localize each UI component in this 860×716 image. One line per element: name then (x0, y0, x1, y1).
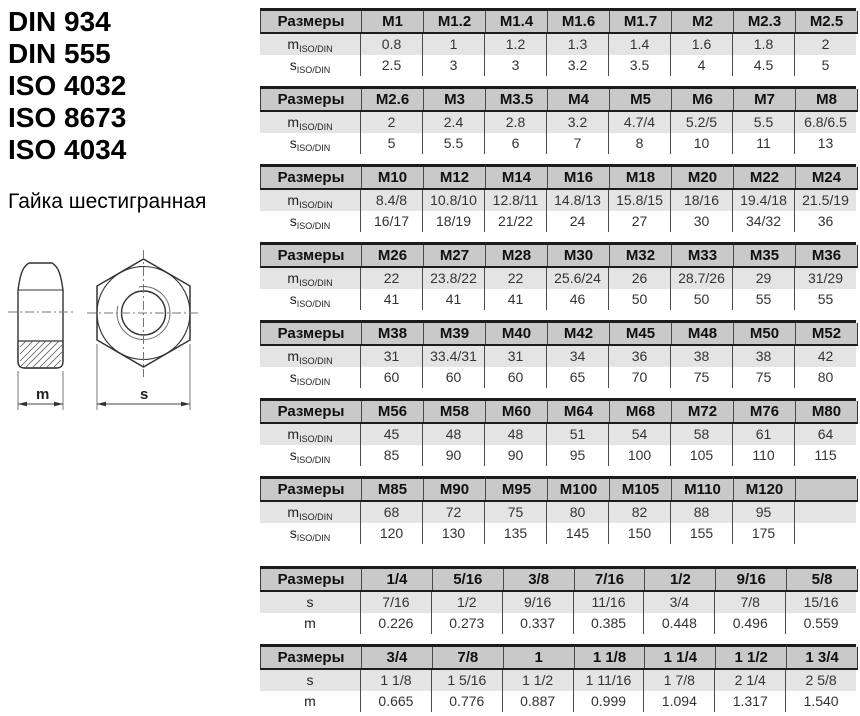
value-cell: 64 (794, 424, 856, 445)
value-cell (794, 523, 856, 544)
value-cell: 61 (732, 424, 794, 445)
spec-table (260, 164, 856, 232)
value-cell: 46 (546, 289, 608, 310)
table-header-label: Размеры (277, 649, 345, 666)
value-cell: 2 (794, 34, 856, 55)
size-column-header: M50 (733, 323, 795, 344)
size-column-header: M16 (547, 167, 609, 188)
size-column-header: M18 (609, 167, 671, 188)
value-cell: 80 (794, 367, 856, 388)
size-column-header: M60 (485, 401, 547, 422)
size-column-header: M5 (609, 89, 671, 110)
row-label: s (306, 594, 314, 610)
value-cell: 0.559 (785, 613, 856, 634)
standard-item: DIN 934 (8, 6, 111, 37)
size-column-header: M110 (671, 479, 733, 500)
value-cell: 5.5 (732, 112, 794, 133)
size-column-header: M1.6 (547, 11, 609, 32)
size-column-header: M76 (733, 401, 795, 422)
table-header-row (260, 479, 858, 502)
table-header-row (260, 11, 858, 34)
value-cell: 51 (546, 424, 608, 445)
value-cell: 42 (794, 346, 856, 367)
value-cell: 23.8/22 (422, 268, 484, 289)
value-cell: 31/29 (794, 268, 856, 289)
standard-item: DIN 555 (8, 38, 111, 69)
table-header-row (260, 245, 858, 268)
table-row (260, 670, 856, 691)
size-column-header: M20 (671, 167, 733, 188)
size-column-header: M40 (485, 323, 547, 344)
size-column-header: 7/16 (574, 569, 645, 590)
size-column-header: M26 (361, 245, 423, 266)
tables-column (260, 0, 856, 712)
value-cell: 33.4/31 (422, 346, 484, 367)
table-row (260, 190, 856, 211)
size-column-header: 1 1/4 (644, 647, 715, 668)
nut-side-view (8, 263, 73, 410)
value-cell: 145 (546, 523, 608, 544)
table-row (260, 445, 856, 466)
row-label: $m_{ISO/DIN}$ (287, 348, 333, 366)
value-cell: 27 (608, 211, 670, 232)
value-cell: 75 (670, 367, 732, 388)
value-cell: 10.8/10 (422, 190, 484, 211)
value-cell: 48 (422, 424, 484, 445)
spec-table (260, 566, 856, 634)
value-cell: 1.317 (714, 691, 785, 712)
value-cell: 26 (608, 268, 670, 289)
size-column-header: M85 (361, 479, 423, 500)
size-column-header: M1.7 (609, 11, 671, 32)
size-column-header: M10 (361, 167, 423, 188)
size-column-header (795, 479, 857, 500)
value-cell: 3 (422, 55, 484, 76)
size-column-header: M7 (733, 89, 795, 110)
table-row (260, 346, 856, 367)
size-column-header: 1 1/8 (574, 647, 645, 668)
section-hatching (20, 341, 62, 367)
table-header-label: Размеры (277, 13, 345, 30)
value-cell: 6 (484, 133, 546, 154)
size-column-header: 5/16 (432, 569, 503, 590)
size-column-header: M90 (423, 479, 485, 500)
spec-table (260, 398, 856, 466)
size-column-header: M6 (671, 89, 733, 110)
value-cell: 2 5/8 (785, 670, 856, 691)
left-panel (0, 0, 258, 716)
table-row (260, 112, 856, 133)
value-cell: 3.5 (608, 55, 670, 76)
size-column-header: M1 (361, 11, 423, 32)
value-cell: 2.4 (422, 112, 484, 133)
size-column-header: M30 (547, 245, 609, 266)
value-cell: 1.3 (546, 34, 608, 55)
table-header-label: Размеры (277, 91, 345, 108)
size-column-header: M2 (671, 11, 733, 32)
table-header-label: Размеры (277, 571, 345, 588)
value-cell: 41 (422, 289, 484, 310)
size-column-header: M3 (423, 89, 485, 110)
value-cell: 7 (546, 133, 608, 154)
dimension-m (18, 371, 63, 410)
table-header-row (260, 569, 858, 592)
value-cell: 82 (608, 502, 670, 523)
value-cell: 2 (360, 112, 422, 133)
size-column-header: M12 (423, 167, 485, 188)
value-cell: 3.2 (546, 55, 608, 76)
value-cell: 16/17 (360, 211, 422, 232)
value-cell: 0.776 (431, 691, 502, 712)
value-cell: 1.6 (670, 34, 732, 55)
value-cell: 50 (608, 289, 670, 310)
value-cell: 55 (732, 289, 794, 310)
size-column-header: M24 (795, 167, 857, 188)
size-column-header: M58 (423, 401, 485, 422)
value-cell: 0.273 (431, 613, 502, 634)
row-label: $m_{ISO/DIN}$ (287, 270, 333, 288)
size-column-header: 3/4 (361, 647, 432, 668)
value-cell: 75 (732, 367, 794, 388)
size-column-header: M36 (795, 245, 857, 266)
value-cell: 1 11/16 (573, 670, 644, 691)
row-label: $s_{ISO/DIN}$ (289, 213, 331, 231)
value-cell: 25.6/24 (546, 268, 608, 289)
value-cell: 38 (732, 346, 794, 367)
value-cell: 130 (422, 523, 484, 544)
table-header-label: Размеры (277, 169, 345, 186)
value-cell: 100 (608, 445, 670, 466)
size-column-header: M32 (609, 245, 671, 266)
value-cell: 12.8/11 (484, 190, 546, 211)
value-cell: 1.4 (608, 34, 670, 55)
value-cell: 60 (360, 367, 422, 388)
nut-front-view (87, 250, 200, 410)
size-column-header: M3.5 (485, 89, 547, 110)
table-row (260, 367, 856, 388)
value-cell: 5 (794, 55, 856, 76)
standard-item: ISO 4034 (8, 134, 127, 165)
value-cell: 105 (670, 445, 732, 466)
spec-table (260, 320, 856, 388)
size-column-header: 1 3/4 (786, 647, 857, 668)
spec-table (260, 86, 856, 154)
value-cell: 0.448 (643, 613, 714, 634)
value-cell: 13 (794, 133, 856, 154)
size-column-header: M4 (547, 89, 609, 110)
size-column-header: M38 (361, 323, 423, 344)
value-cell: 150 (608, 523, 670, 544)
value-cell: 58 (670, 424, 732, 445)
value-cell: 1.8 (732, 34, 794, 55)
value-cell: 41 (484, 289, 546, 310)
value-cell: 15/16 (785, 592, 856, 613)
table-header-label: Размеры (277, 325, 345, 342)
size-column-header: M14 (485, 167, 547, 188)
value-cell: 72 (422, 502, 484, 523)
value-cell: 135 (484, 523, 546, 544)
table-row (260, 502, 856, 523)
dim-label-m: m (36, 386, 50, 403)
value-cell: 8 (608, 133, 670, 154)
row-label: $s_{ISO/DIN}$ (289, 369, 331, 387)
table-header-row (260, 647, 858, 670)
value-cell: 68 (360, 502, 422, 523)
size-column-header: M56 (361, 401, 423, 422)
hex-nut-drawing (0, 240, 240, 425)
size-column-header: 1/2 (644, 569, 715, 590)
row-label: $s_{ISO/DIN}$ (289, 57, 331, 75)
value-cell: 1 7/8 (643, 670, 714, 691)
size-column-header: 7/8 (432, 647, 503, 668)
value-cell: 95 (732, 502, 794, 523)
value-cell: 1.2 (484, 34, 546, 55)
value-cell: 21/22 (484, 211, 546, 232)
value-cell: 75 (484, 502, 546, 523)
size-column-header: M95 (485, 479, 547, 500)
value-cell: 4 (670, 55, 732, 76)
value-cell: 1 1/8 (360, 670, 431, 691)
table-row (260, 424, 856, 445)
value-cell: 24 (546, 211, 608, 232)
value-cell: 7/8 (714, 592, 785, 613)
row-label: $s_{ISO/DIN}$ (289, 135, 331, 153)
value-cell: 22 (484, 268, 546, 289)
size-column-header: M68 (609, 401, 671, 422)
size-column-header: 3/8 (503, 569, 574, 590)
value-cell: 55 (794, 289, 856, 310)
spec-table (260, 8, 856, 76)
value-cell: 9/16 (502, 592, 573, 613)
row-label: $s_{ISO/DIN}$ (289, 447, 331, 465)
standard-item: ISO 4032 (8, 70, 127, 101)
value-cell: 0.385 (573, 613, 644, 634)
value-cell: 70 (608, 367, 670, 388)
size-column-header: M120 (733, 479, 795, 500)
value-cell: 3.2 (546, 112, 608, 133)
value-cell: 45 (360, 424, 422, 445)
value-cell: 50 (670, 289, 732, 310)
spec-table (260, 476, 856, 544)
table-row (260, 691, 856, 712)
table-row (260, 613, 856, 634)
value-cell: 38 (670, 346, 732, 367)
value-cell: 0.8 (360, 34, 422, 55)
size-column-header: M2.5 (795, 11, 857, 32)
table-row (260, 133, 856, 154)
value-cell: 80 (546, 502, 608, 523)
value-cell: 34/32 (732, 211, 794, 232)
value-cell: 95 (546, 445, 608, 466)
row-label: $m_{ISO/DIN}$ (287, 504, 333, 522)
value-cell: 1 5/16 (431, 670, 502, 691)
size-column-header: 5/8 (786, 569, 857, 590)
value-cell (794, 502, 856, 523)
value-cell: 18/19 (422, 211, 484, 232)
value-cell: 2 1/4 (714, 670, 785, 691)
spec-table (260, 644, 856, 712)
value-cell: 90 (484, 445, 546, 466)
value-cell: 10 (670, 133, 732, 154)
value-cell: 0.226 (360, 613, 431, 634)
value-cell: 155 (670, 523, 732, 544)
value-cell: 3 (484, 55, 546, 76)
size-column-header: M1.2 (423, 11, 485, 32)
value-cell: 34 (546, 346, 608, 367)
size-column-header: M45 (609, 323, 671, 344)
value-cell: 36 (794, 211, 856, 232)
size-column-header: M105 (609, 479, 671, 500)
size-column-header: M80 (795, 401, 857, 422)
value-cell: 14.8/13 (546, 190, 608, 211)
dim-label-s: s (140, 386, 149, 403)
table-header-label: Размеры (277, 403, 345, 420)
value-cell: 85 (360, 445, 422, 466)
spec-table (260, 242, 856, 310)
row-label: s (306, 672, 314, 688)
value-cell: 1 1/2 (502, 670, 573, 691)
table-header-row (260, 167, 858, 190)
value-cell: 3/4 (643, 592, 714, 613)
size-column-header: M35 (733, 245, 795, 266)
size-column-header: M8 (795, 89, 857, 110)
row-label: $m_{ISO/DIN}$ (287, 192, 333, 210)
table-header-row (260, 89, 858, 112)
table-header-row (260, 401, 858, 424)
value-cell: 0.999 (573, 691, 644, 712)
standards-list (0, 0, 258, 166)
value-cell: 0.337 (502, 613, 573, 634)
size-column-header: M42 (547, 323, 609, 344)
value-cell: 11 (732, 133, 794, 154)
row-label: $s_{ISO/DIN}$ (289, 525, 331, 543)
table-row (260, 268, 856, 289)
table-row (260, 289, 856, 310)
value-cell: 15.8/15 (608, 190, 670, 211)
value-cell: 21.5/19 (794, 190, 856, 211)
value-cell: 1.540 (785, 691, 856, 712)
size-column-header: M33 (671, 245, 733, 266)
size-column-header: 9/16 (715, 569, 786, 590)
value-cell: 4.5 (732, 55, 794, 76)
value-cell: 31 (484, 346, 546, 367)
value-cell: 60 (484, 367, 546, 388)
value-cell: 4.7/4 (608, 112, 670, 133)
product-name: Гайка шестигранная (8, 190, 207, 213)
row-label: $m_{ISO/DIN}$ (287, 426, 333, 444)
value-cell: 7/16 (360, 592, 431, 613)
table-row (260, 34, 856, 55)
value-cell: 28.7/26 (670, 268, 732, 289)
value-cell: 60 (422, 367, 484, 388)
size-column-header: 1 1/2 (715, 647, 786, 668)
value-cell: 5 (360, 133, 422, 154)
size-column-header: 1/4 (361, 569, 432, 590)
value-cell: 36 (608, 346, 670, 367)
size-column-header: M48 (671, 323, 733, 344)
value-cell: 30 (670, 211, 732, 232)
value-cell: 1/2 (431, 592, 502, 613)
value-cell: 18/16 (670, 190, 732, 211)
table-row (260, 211, 856, 232)
size-column-header: M100 (547, 479, 609, 500)
size-column-header: M2.6 (361, 89, 423, 110)
value-cell: 5.2/5 (670, 112, 732, 133)
size-column-header: M72 (671, 401, 733, 422)
value-cell: 1.094 (643, 691, 714, 712)
value-cell: 48 (484, 424, 546, 445)
value-cell: 90 (422, 445, 484, 466)
table-header-label: Размеры (277, 481, 345, 498)
value-cell: 11/16 (573, 592, 644, 613)
value-cell: 120 (360, 523, 422, 544)
value-cell: 110 (732, 445, 794, 466)
size-column-header: M28 (485, 245, 547, 266)
value-cell: 1 (422, 34, 484, 55)
size-column-header: M27 (423, 245, 485, 266)
table-row (260, 592, 856, 613)
table-header-row (260, 323, 858, 346)
value-cell: 88 (670, 502, 732, 523)
value-cell: 22 (360, 268, 422, 289)
value-cell: 0.496 (714, 613, 785, 634)
value-cell: 6.8/6.5 (794, 112, 856, 133)
row-label: $s_{ISO/DIN}$ (289, 291, 331, 309)
row-label: $m_{ISO/DIN}$ (287, 114, 333, 132)
size-column-header: M22 (733, 167, 795, 188)
value-cell: 115 (794, 445, 856, 466)
table-row (260, 55, 856, 76)
row-label: m (304, 615, 316, 631)
table-header-label: Размеры (277, 247, 345, 264)
value-cell: 19.4/18 (732, 190, 794, 211)
value-cell: 0.665 (360, 691, 431, 712)
value-cell: 5.5 (422, 133, 484, 154)
value-cell: 175 (732, 523, 794, 544)
size-column-header: M39 (423, 323, 485, 344)
value-cell: 29 (732, 268, 794, 289)
value-cell: 2.8 (484, 112, 546, 133)
standard-item: ISO 8673 (8, 102, 127, 133)
size-column-header: M52 (795, 323, 857, 344)
size-column-header: 1 (503, 647, 574, 668)
value-cell: 65 (546, 367, 608, 388)
row-label: m (304, 693, 316, 709)
value-cell: 8.4/8 (360, 190, 422, 211)
size-column-header: M1.4 (485, 11, 547, 32)
size-column-header: M2.3 (733, 11, 795, 32)
value-cell: 2.5 (360, 55, 422, 76)
value-cell: 31 (360, 346, 422, 367)
size-column-header: M64 (547, 401, 609, 422)
value-cell: 54 (608, 424, 670, 445)
table-row (260, 523, 856, 544)
value-cell: 0.887 (502, 691, 573, 712)
value-cell: 41 (360, 289, 422, 310)
row-label: $m_{ISO/DIN}$ (287, 36, 333, 54)
